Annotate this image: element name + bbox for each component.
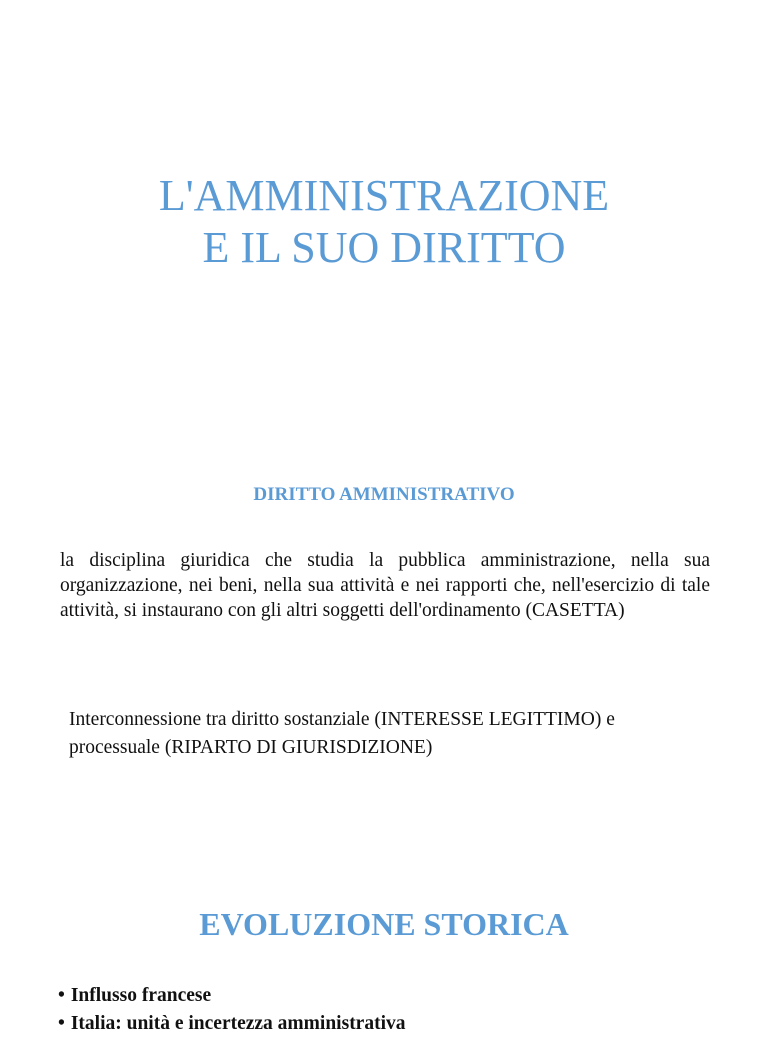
list-item-text: Influsso francese [70, 985, 212, 1006]
page-title [0, 170, 768, 274]
list-item [58, 982, 406, 1010]
bullet-list [58, 982, 406, 1038]
list-item-text: Italia: unità e incertezza amministrativa [70, 1013, 406, 1034]
definition-paragraph: la disciplina giuridica che studia la pubblica amministrazione, nella sua organizzazione, nei beni, nella sua attività e nei rapporti che, nell'esercizio di tale attività, si instaurano con gli altri soggetti dell'ordinamento (CASETTA) [60, 550, 710, 621]
interconnection-paragraph: Interconnessione tra diritto sostanziale (INTERESSE LEGITTIMO) e processuale (RIPARTO DI GIURISDIZIONE) [69, 709, 615, 758]
page-title-line-1: L'AMMINISTRAZIONE [158, 171, 610, 220]
bullet-icon: • [58, 985, 65, 1006]
page-title-line-2: E IL SUO DIRITTO [202, 223, 566, 272]
list-item [58, 1010, 406, 1038]
section-title-evolution: EVOLUZIONE STORICA [199, 906, 569, 942]
section-subtitle: DIRITTO AMMINISTRATIVO [253, 484, 515, 505]
bullet-icon: • [58, 1013, 65, 1034]
